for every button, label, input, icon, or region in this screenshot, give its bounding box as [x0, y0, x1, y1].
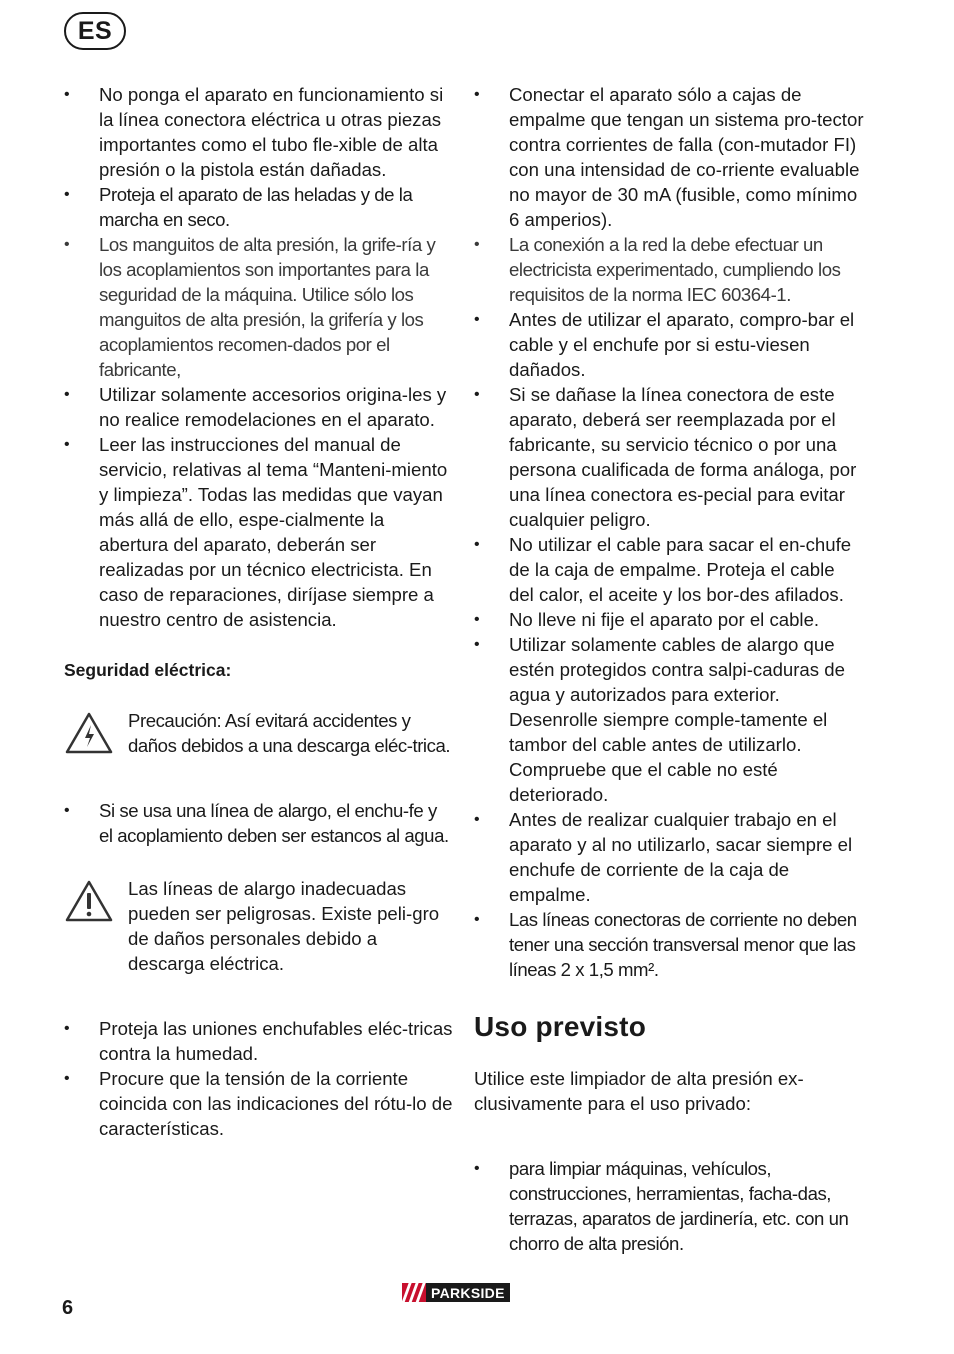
- list-item: • No ponga el aparato en funcionamiento si la línea conectora eléctrica u otras piezas importantes como el tubo fle-xible de alta presión o la pistola están dañadas.: [64, 82, 454, 182]
- list-item: • Procure que la tensión de la corriente coincida con las indicaciones del rótu-lo de características.: [64, 1066, 454, 1141]
- list-item: • Antes de realizar cualquier trabajo en el aparato y al no utilizarlo, sacar siempre el enchufe de corriente de la caja de empalme.: [474, 807, 864, 907]
- list-item: • Proteja el aparato de las heladas y de la marcha en seco.: [64, 182, 454, 232]
- list-item: • Si se usa una línea de alargo, el enchu-fe y el acoplamiento deben ser estancos al agua.: [64, 798, 454, 848]
- list-item: • Si se dañase la línea conectora de este aparato, deberá ser reemplazada por el fabricante, su servicio técnico o por una persona cualificada de forma análoga, por una línea conectora es-pecial para evitar cualquier peligro.: [474, 382, 864, 532]
- list-item: • Las líneas conectoras de corriente no deben tener una sección transversal menor que las líneas 2 x 1,5 mm².: [474, 907, 864, 982]
- list-item: • Los manguitos de alta presión, la grife-ría y los acoplamientos son importantes para la seguridad de la máquina. Utilice sólo los manguitos de alta presión, la grifería y los acoplamientos recomen-dados por el fabricante,: [64, 232, 454, 382]
- left-bullet-list-top: [64, 82, 454, 632]
- section-heading-intended-use: Uso previsto: [474, 1011, 646, 1042]
- list-item: • La conexión a la red la debe efectuar un electricista experimentado, cumpliendo los requisitos de la norma IEC 60364-1.: [474, 232, 864, 307]
- intended-use-intro: Utilice este limpiador de alta presión ex-clusivamente para el uso privado:: [474, 1068, 804, 1114]
- list-item: • Utilizar solamente cables de alargo que estén protegidos contra salpi-caduras de agua y autorizados para exterior. Desenrolle siempre comple-tamente el tambor del cable antes de utilizarlo. Compruebe que el cable no esté deteriorado.: [474, 632, 864, 807]
- exclamation-warning-icon: [64, 879, 114, 923]
- list-item: • Antes de utilizar el aparato, compro-bar el cable y el enchufe por si estu-viesen dañados.: [474, 307, 864, 382]
- left-bullet-list-mid: [64, 798, 454, 848]
- list-item: • Proteja las uniones enchufables eléc-tricas contra la humedad.: [64, 1016, 454, 1066]
- electric-warning-block: [64, 708, 454, 758]
- page-number: 6: [62, 1297, 74, 1319]
- language-badge: ES: [64, 12, 126, 50]
- list-item: • No utilizar el cable para sacar el en-chufe de la caja de empalme. Proteja el cable del calor, el aceite y los bor-des afilados.: [474, 532, 864, 607]
- list-item: • No lleve ni fije el aparato por el cable.: [474, 607, 864, 632]
- brand-stripes-icon: [402, 1283, 426, 1302]
- intended-use-list: [474, 1156, 864, 1256]
- list-item: • para limpiar máquinas, vehículos, construcciones, herramientas, facha-das, terrazas, aparatos de jardinería, etc. con un chorro de alta presión.: [474, 1156, 864, 1256]
- right-bullet-list: [474, 82, 864, 982]
- left-bullet-list-bottom: [64, 1016, 454, 1141]
- list-item: • Conectar el aparato sólo a cajas de empalme que tengan un sistema pro-tector contra corrientes de falla (con-mutador FI) con una intensidad de co-rriente evaluable no mayor de 30 mA (fusible, como mínimo 6 amperios).: [474, 82, 864, 232]
- electric-hazard-icon: [64, 711, 114, 755]
- list-item: • Leer las instrucciones del manual de servicio, relativas al tema “Manteni-miento y limpieza”. Todas las medidas que vayan más allá de ello, espe-cialmente la abertura del aparato, deberán ser realizadas por un técnico electricista. En caso de reparaciones, diríjase siempre a nuestro centro de asistencia.: [64, 432, 454, 632]
- section-label-electrical-safety: Seguridad eléctrica:: [64, 660, 232, 680]
- right-column: [474, 82, 864, 1256]
- left-column: [64, 82, 454, 1141]
- brand-logo: [402, 1283, 510, 1302]
- general-warning-text: Las líneas de alargo inadecuadas pueden ser peligrosas. Existe peli-gro de daños personales debido a descarga eléctrica.: [128, 878, 440, 974]
- brand-name: PARKSIDE: [426, 1283, 510, 1302]
- electric-warning-text: Precaución: Así evitará accidentes y daños debidos a una descarga eléc-trica.: [128, 710, 451, 756]
- general-warning-block: [64, 876, 454, 976]
- list-item: • Utilizar solamente accesorios origina-les y no realice remodelaciones en el aparato.: [64, 382, 454, 432]
